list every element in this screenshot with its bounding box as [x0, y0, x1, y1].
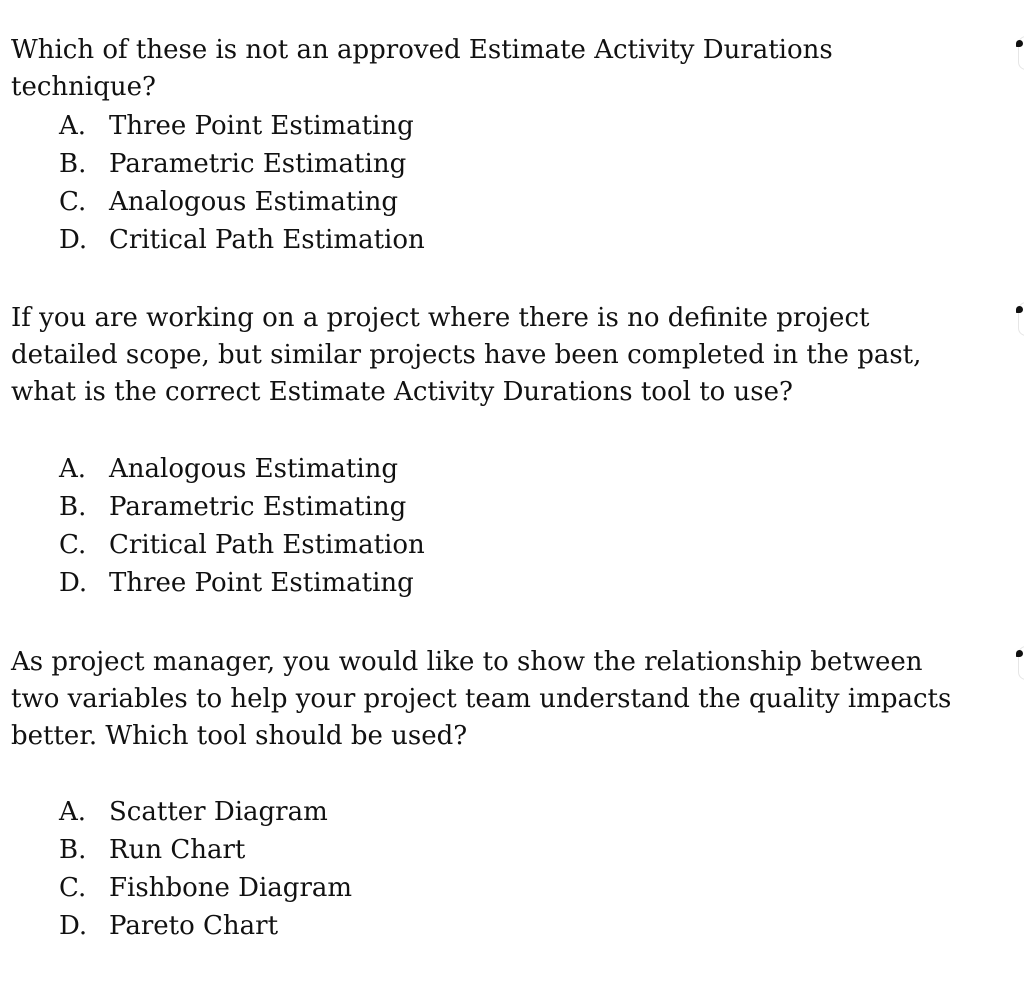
option-label: Parametric Estimating: [109, 149, 407, 179]
option-label: Fishbone Diagram: [109, 873, 353, 903]
comment-marker-icon: [1010, 34, 1024, 70]
option-item: [59, 221, 425, 259]
option-letter: A.: [59, 797, 87, 827]
option-item: [59, 145, 425, 183]
question-1-options: [59, 107, 425, 259]
question-2-text: If you are working on a project where there is no definite project detailed scope, but similar projects have been completed in the past, what is the correct Estimate Activity Durations tool to use?: [11, 303, 922, 407]
option-label: Three Point Estimating: [109, 568, 414, 598]
option-letter: C.: [59, 530, 87, 560]
comment-marker-icon: [1010, 300, 1024, 336]
option-letter: D.: [59, 911, 88, 941]
option-label: Parametric Estimating: [109, 492, 407, 522]
option-label: Analogous Estimating: [109, 454, 399, 484]
option-item: [59, 488, 425, 526]
question-3-options: [59, 793, 352, 945]
option-item: [59, 907, 352, 945]
option-item: [59, 450, 425, 488]
option-item: [59, 183, 425, 221]
option-label: Critical Path Estimation: [109, 225, 425, 255]
option-label: Three Point Estimating: [109, 111, 414, 141]
option-label: Analogous Estimating: [109, 187, 399, 217]
option-label: Scatter Diagram: [109, 797, 328, 827]
question-1-text: Which of these is not an approved Estimate Activity Durations technique?: [11, 35, 833, 102]
option-letter: C.: [59, 187, 87, 217]
option-item: [59, 831, 352, 869]
option-letter: B.: [59, 149, 87, 179]
option-letter: C.: [59, 873, 87, 903]
option-letter: D.: [59, 568, 88, 598]
option-item: [59, 526, 425, 564]
option-letter: A.: [59, 111, 87, 141]
option-label: Critical Path Estimation: [109, 530, 425, 560]
question-3-text: As project manager, you would like to show the relationship between two variables to help your project team understand the quality impacts better. Which tool should be used?: [11, 647, 952, 751]
option-item: [59, 869, 352, 907]
option-letter: D.: [59, 225, 88, 255]
option-item: [59, 107, 425, 145]
comment-marker-icon: [1010, 644, 1024, 680]
option-label: Run Chart: [109, 835, 246, 865]
option-letter: A.: [59, 454, 87, 484]
option-item: [59, 793, 352, 831]
option-label: Pareto Chart: [109, 911, 279, 941]
option-letter: B.: [59, 835, 87, 865]
option-item: [59, 564, 425, 602]
option-letter: B.: [59, 492, 87, 522]
question-2-options: [59, 450, 425, 602]
